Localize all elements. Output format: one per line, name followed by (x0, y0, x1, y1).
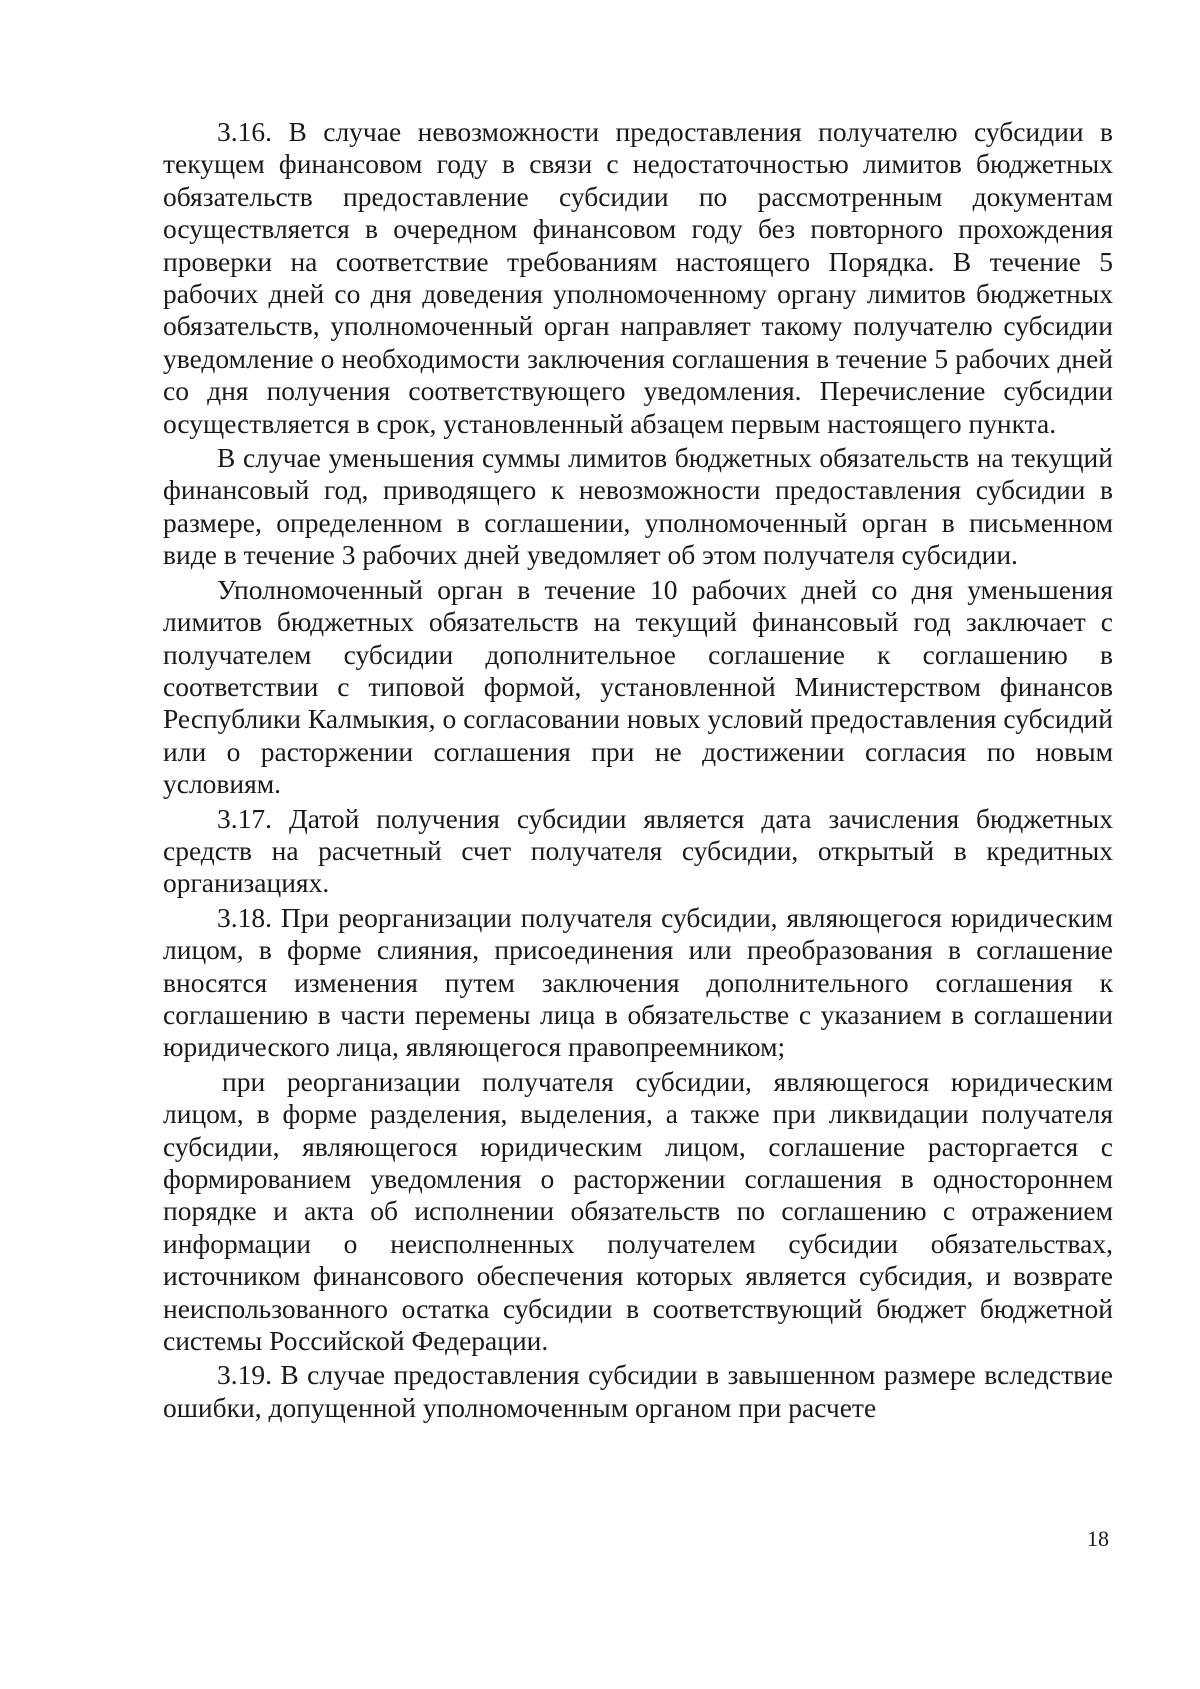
paragraph-reorganization: при реорганизации получателя субсидии, являющегося юридическим лицом, в форме разделения, выделения, а также при ликвидации получателя субсидии, являющегося юридическим лицом, соглашение расторгается с формированием уведомления о расторжении соглашения в одностороннем порядке и акта об исполнении обязательств по соглашению с отражением информации о неисполненных получателем субсидии обязательствах, источником финансового обеспечения которых является субсидия, и возврате неиспользованного остатка субсидии в соответствующий бюджет бюджетной системы Российской Федерации. (163, 1065, 1113, 1357)
paragraph-additional-agreement: Уполномоченный орган в течение 10 рабочих дней со дня уменьшения лимитов бюджетных обязательств на текущий финансовый год заключает с получателем субсидии дополнительное соглашение к соглашению в соответствии с типовой формой, установленной Министерством финансов Республики Калмыкия, о согласовании новых условий предоставления субсидий или о расторжении соглашения при не достижении согласия по новым условиям. (163, 573, 1113, 800)
paragraph-3-17: 3.17. Датой получения субсидии является дата зачисления бюджетных средств на расчетный счет получателя субсидии, открытый в кредитных организациях. (163, 802, 1113, 899)
paragraph-3-16: 3.16. В случае невозможности предоставления получателю субсидии в текущем финансовом году в связи с недостаточностью лимитов бюджетных обязательств предоставление субсидии по рассмотренным документам осуществляется в очередном финансовом году без повторного прохождения проверки на соответствие требованиям настоящего Порядка. В течение 5 рабочих дней со дня доведения уполномоченному органу лимитов бюджетных обязательств, уполномоченный орган направляет такому получателю субсидии уведомление о необходимости заключения соглашения в течение 5 рабочих дней со дня получения соответствующего уведомления. Перечисление субсидии осуществляется в срок, установленный абзацем первым настоящего пункта. (163, 116, 1113, 439)
paragraph-3-19: 3.19. В случае предоставления субсидии в завышенном размере вследствие ошибки, допущенной уполномоченным органом при расчете (163, 1359, 1113, 1423)
document-body (163, 116, 1113, 1424)
paragraph-3-18: 3.18. При реорганизации получателя субсидии, являющегося юридическим лицом, в форме слияния, присоединения или преобразования в соглашение вносятся изменения путем заключения дополнительного соглашения к соглашению в части перемены лица в обязательстве с указанием в соглашении юридического лица, являющегося правопреемником; (163, 901, 1113, 1063)
paragraph-limit-reduction: В случае уменьшения суммы лимитов бюджетных обязательств на текущий финансовый год, приводящего к невозможности предоставления субсидии в размере, определенном в соглашении, уполномоченный орган в письменном виде в течение 3 рабочих дней уведомляет об этом получателя субсидии. (163, 442, 1113, 571)
page-number: 18 (1087, 1526, 1109, 1551)
